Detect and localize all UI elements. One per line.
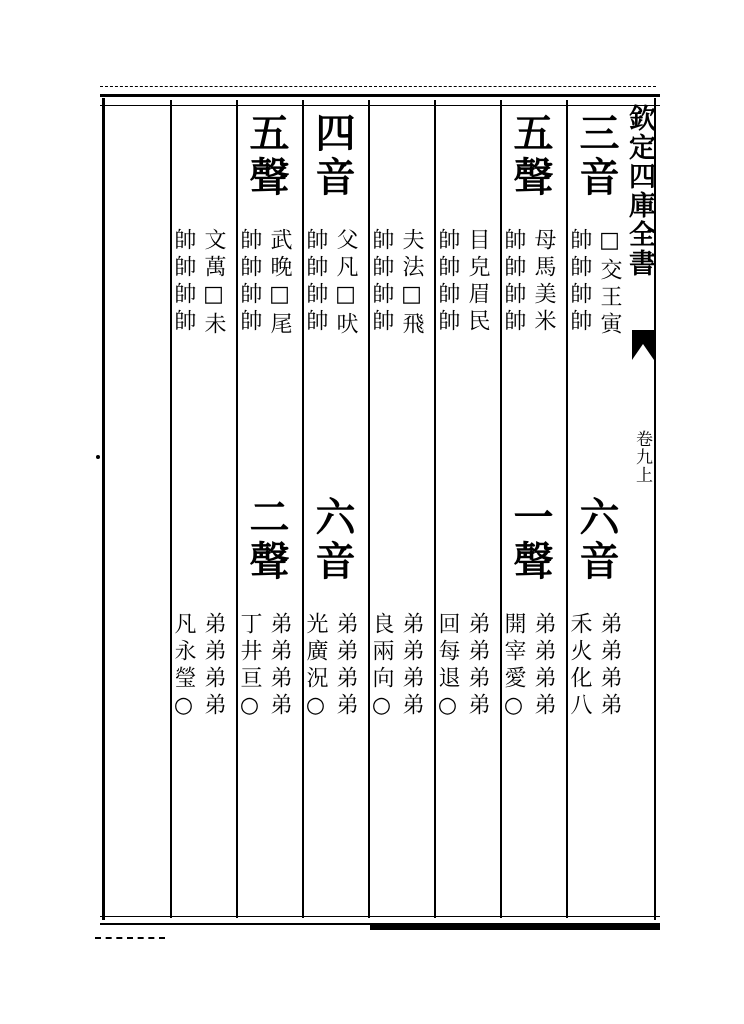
col5-top-text-left: 帥帥帥帥 bbox=[303, 228, 328, 336]
col7-top-text-right: 文萬□未 bbox=[201, 228, 226, 339]
book-title: 欽定四庫全書 bbox=[624, 104, 655, 278]
column-rule bbox=[302, 100, 304, 918]
column-rule bbox=[236, 100, 238, 918]
col6-bottom-text-right: 弟弟弟弟 bbox=[267, 612, 292, 720]
col6-bottom-heading: 二聲 bbox=[243, 496, 290, 584]
col2-top-text-left: 帥帥帥帥 bbox=[501, 228, 526, 336]
col3-top-text-right: 目皃眉民 bbox=[465, 228, 490, 336]
col1-top-heading: 三音 bbox=[573, 112, 620, 200]
column-rule bbox=[368, 100, 370, 918]
col1-bottom-heading: 六音 bbox=[573, 496, 620, 584]
col3-bottom-text-left: 回每退○ bbox=[435, 612, 460, 723]
frame-bottom-dashed bbox=[95, 937, 165, 939]
column-rule bbox=[434, 100, 436, 918]
col4-bottom-text-left: 良兩向○ bbox=[369, 612, 394, 723]
frame-top-dashed bbox=[100, 86, 656, 87]
col7-top-text-left: 帥帥帥帥 bbox=[171, 228, 196, 336]
col6-top-heading: 五聲 bbox=[243, 112, 290, 200]
col2-bottom-text-right: 弟弟弟弟 bbox=[531, 612, 556, 720]
col6-bottom-text-left: 丁井亘○ bbox=[237, 612, 262, 723]
col6-top-text-right: 武晚□尾 bbox=[267, 228, 292, 339]
column-rule bbox=[170, 100, 172, 918]
col5-top-heading: 四音 bbox=[309, 112, 356, 200]
col3-top-text-left: 帥帥帥帥 bbox=[435, 228, 460, 336]
col1-top-text-left: 帥帥帥帥 bbox=[567, 228, 592, 336]
col5-bottom-heading: 六音 bbox=[309, 496, 356, 584]
col1-bottom-text-left: 禾火化八 bbox=[567, 612, 592, 720]
col2-top-text-right: 母馬美米 bbox=[531, 228, 556, 336]
frame-left-border bbox=[102, 98, 105, 920]
col6-top-text-left: 帥帥帥帥 bbox=[237, 228, 262, 336]
col4-top-text-right: 夫法□飛 bbox=[399, 228, 424, 339]
margin-dot bbox=[96, 455, 100, 459]
col3-bottom-text-right: 弟弟弟弟 bbox=[465, 612, 490, 720]
col2-bottom-text-left: 開宰愛○ bbox=[501, 612, 526, 723]
fish-tail-mark-icon bbox=[632, 330, 654, 360]
col1-bottom-text-right: 弟弟弟弟 bbox=[597, 612, 622, 720]
juan-number: 卷九上 bbox=[632, 430, 652, 484]
col2-top-heading: 五聲 bbox=[507, 112, 554, 200]
column-rule bbox=[500, 100, 502, 918]
col4-top-text-left: 帥帥帥帥 bbox=[369, 228, 394, 336]
column-rule bbox=[566, 100, 568, 918]
col2-bottom-heading: 一聲 bbox=[507, 496, 554, 584]
col5-bottom-text-right: 弟弟弟弟 bbox=[333, 612, 358, 720]
col4-bottom-text-right: 弟弟弟弟 bbox=[399, 612, 424, 720]
col7-bottom-text-right: 弟弟弟弟 bbox=[201, 612, 226, 720]
frame-bottom-bar bbox=[370, 924, 660, 930]
col5-bottom-text-left: 光廣況○ bbox=[303, 612, 328, 723]
col5-top-text-right: 父凡□吠 bbox=[333, 228, 358, 339]
col1-top-text-right: □交王寅 bbox=[597, 228, 622, 339]
col7-bottom-text-left: 凡永瑩○ bbox=[171, 612, 196, 723]
frame-top-border bbox=[100, 94, 660, 106]
